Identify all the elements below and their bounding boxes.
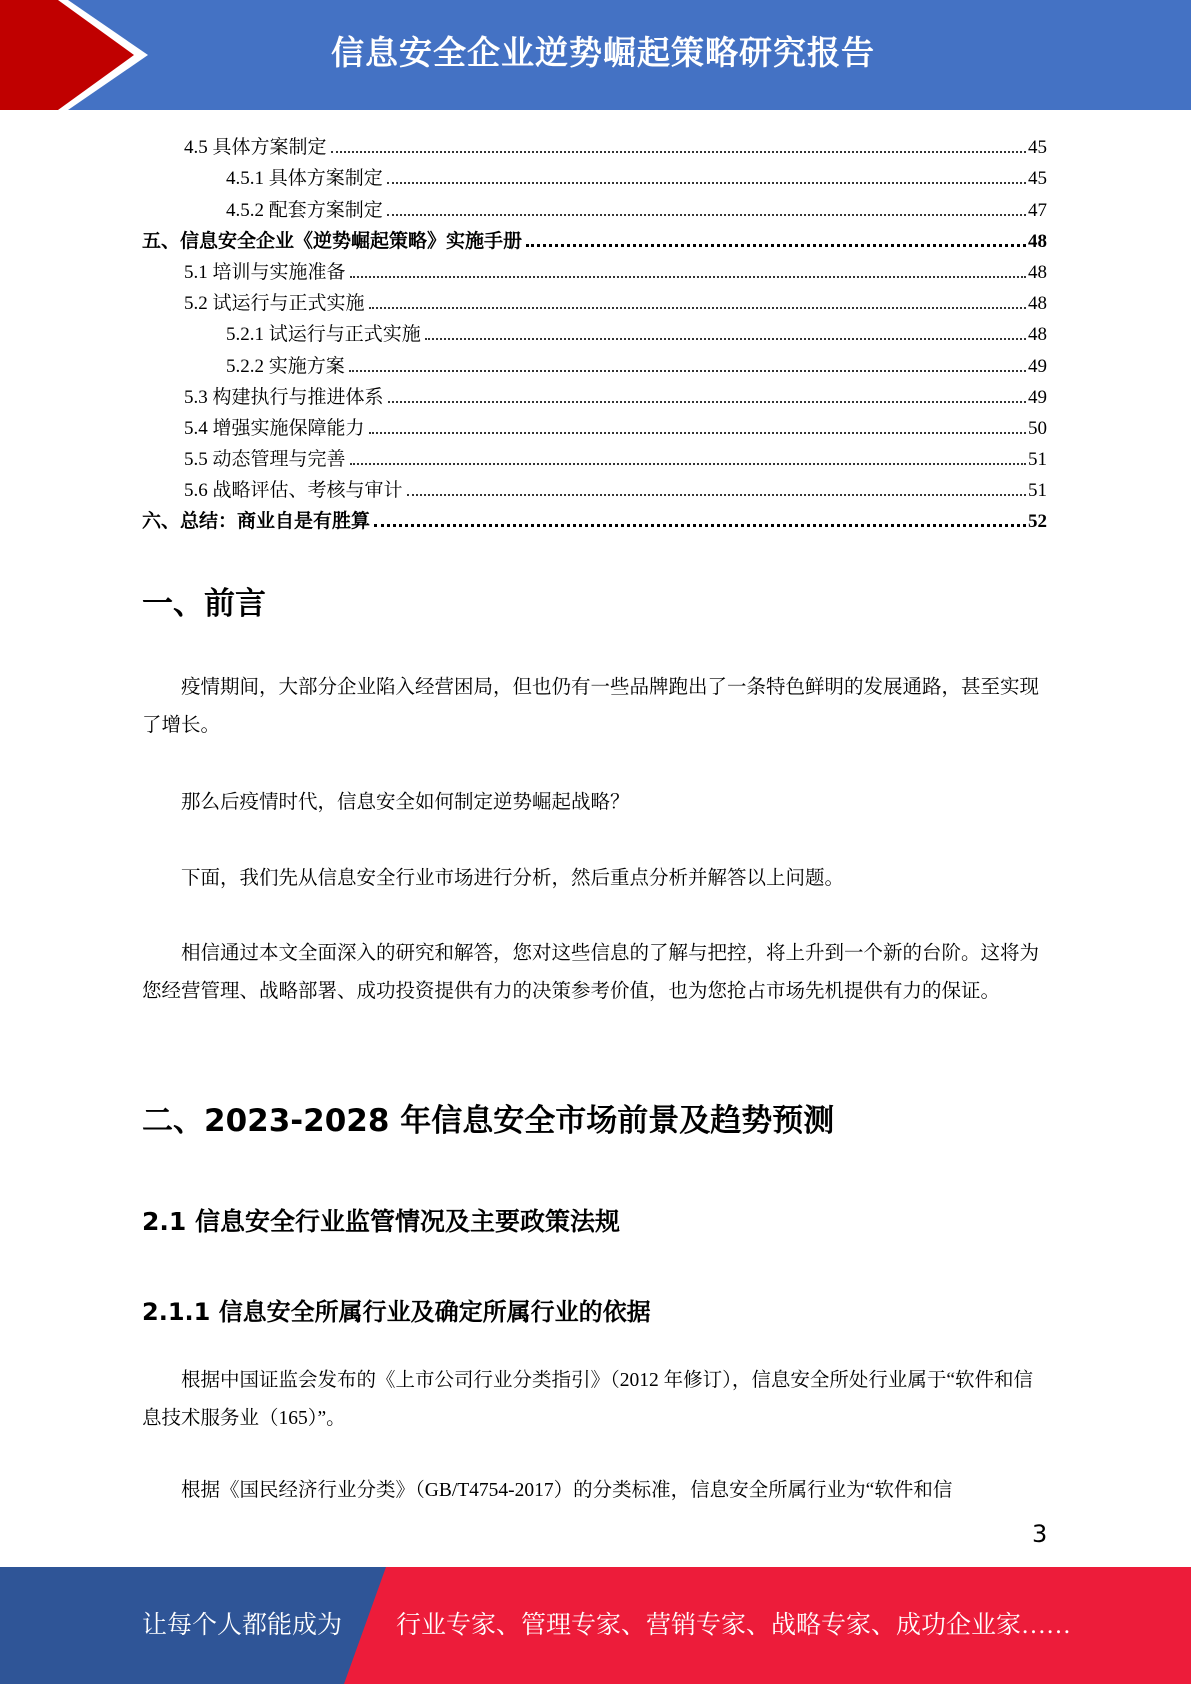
page-number: 3	[1032, 1520, 1048, 1548]
paragraph-text: 根据《国民经济行业分类》（GB/T4754-2017）的分类标准，信息安全所属行业为“软件和信	[181, 1480, 953, 1501]
preface-heading: 一、前言	[142, 586, 266, 622]
preface-paragraph-4	[142, 935, 1047, 1011]
paragraph-text: 根据中国证监会发布的《上市公司行业分类指引》（2012 年修订），信息安全所处行业属于“软件和信息技术服务业（165）”。	[142, 1370, 1034, 1429]
toc-dot-leader	[349, 370, 1026, 372]
toc-entry-label: 5.2.1 试运行与正式实施	[226, 324, 421, 346]
toc-entry-label: 5.6 战略评估、考核与审计	[184, 480, 403, 502]
toc-dot-leader	[350, 276, 1026, 278]
toc-dot-leader	[331, 151, 1026, 153]
preface-paragraph-1	[142, 669, 1047, 745]
page-header	[0, 0, 1191, 110]
toc-dot-leader	[526, 244, 1026, 247]
report-title: 信息安全企业逆势崛起策略研究报告	[331, 33, 875, 72]
toc-entry[interactable]	[142, 190, 1047, 221]
chapter-2-heading: 二、2023-2028 年信息安全市场前景及趋势预测	[142, 1103, 835, 1139]
toc-dot-leader	[425, 338, 1026, 340]
toc-entry[interactable]	[142, 284, 1047, 315]
toc-entry-page: 50	[1028, 417, 1047, 439]
toc-entry-page: 52	[1028, 511, 1047, 533]
toc-entry-page: 48	[1028, 230, 1047, 252]
toc-entry-page: 51	[1028, 449, 1047, 471]
toc-dot-leader	[374, 524, 1026, 527]
toc-entry[interactable]	[142, 346, 1047, 377]
toc-entry-page: 47	[1028, 199, 1047, 221]
section-2-1-heading: 2.1 信息安全行业监管情况及主要政策法规	[142, 1207, 620, 1236]
toc-entry[interactable]	[142, 315, 1047, 346]
preface-paragraph-3	[142, 860, 1047, 898]
footer-slogan-right: 行业专家、管理专家、营销专家、战略专家、成功企业家……	[396, 1612, 1072, 1639]
table-of-contents	[142, 128, 1047, 533]
toc-dot-leader	[387, 214, 1026, 216]
toc-entry[interactable]	[142, 502, 1047, 533]
toc-entry-page: 48	[1028, 261, 1047, 283]
toc-entry[interactable]	[142, 253, 1047, 284]
toc-entry-page: 45	[1028, 137, 1047, 159]
toc-dot-leader	[388, 401, 1026, 403]
section-2-1-1-paragraph-1	[142, 1362, 1047, 1438]
toc-entry-label: 5.4 增强实施保障能力	[184, 417, 365, 439]
toc-dot-leader	[350, 463, 1026, 465]
paragraph-text: 那么后疫情时代，信息安全如何制定逆势崛起战略？	[181, 792, 630, 813]
toc-entry[interactable]	[142, 128, 1047, 159]
toc-entry-page: 49	[1028, 386, 1047, 408]
toc-entry[interactable]	[142, 440, 1047, 471]
toc-entry-page: 48	[1028, 324, 1047, 346]
toc-dot-leader	[407, 494, 1026, 496]
toc-entry-label: 5.1 培训与实施准备	[184, 261, 346, 283]
toc-entry-label: 5.5 动态管理与完善	[184, 449, 346, 471]
toc-entry-label: 5.2 试运行与正式实施	[184, 293, 365, 315]
toc-dot-leader	[369, 432, 1026, 434]
toc-entry-label: 4.5.2 配套方案制定	[226, 199, 383, 221]
toc-entry[interactable]	[142, 409, 1047, 440]
page-footer	[0, 1567, 1191, 1684]
toc-entry[interactable]	[142, 471, 1047, 502]
preface-paragraph-2	[142, 784, 1047, 822]
toc-entry-label: 4.5 具体方案制定	[184, 137, 327, 159]
paragraph-text: 相信通过本文全面深入的研究和解答，您对这些信息的了解与把控，将上升到一个新的台阶。这将为您经营管理、战略部署、成功投资提供有力的决策参考价值，也为您抢占市场先机提供有力的保证。	[142, 943, 1040, 1002]
toc-dot-leader	[387, 182, 1026, 184]
toc-entry-label: 五、信息安全企业《逆势崛起策略》实施手册	[142, 230, 523, 252]
toc-entry-label: 六、总结：商业自是有胜算	[142, 511, 371, 533]
toc-entry[interactable]	[142, 378, 1047, 409]
section-2-1-1-heading: 2.1.1 信息安全所属行业及确定所属行业的依据	[142, 1298, 651, 1326]
paragraph-text: 下面，我们先从信息安全行业市场进行分析，然后重点分析并解答以上问题。	[181, 868, 845, 889]
toc-entry-label: 4.5.1 具体方案制定	[226, 168, 383, 190]
toc-entry-label: 5.2.2 实施方案	[226, 355, 345, 377]
paragraph-text: 疫情期间，大部分企业陷入经营困局，但也仍有一些品牌跑出了一条特色鲜明的发展通路，甚至实现了增长。	[142, 677, 1040, 736]
footer-slogan-left: 让每个人都能成为	[142, 1612, 343, 1639]
toc-entry-page: 48	[1028, 293, 1047, 315]
toc-dot-leader	[369, 307, 1026, 309]
toc-entry-page: 45	[1028, 168, 1047, 190]
toc-entry-page: 51	[1028, 480, 1047, 502]
toc-entry[interactable]	[142, 159, 1047, 190]
toc-entry[interactable]	[142, 222, 1047, 253]
section-2-1-1-paragraph-2	[142, 1472, 1047, 1510]
toc-entry-label: 5.3 构建执行与推进体系	[184, 386, 384, 408]
toc-entry-page: 49	[1028, 355, 1047, 377]
